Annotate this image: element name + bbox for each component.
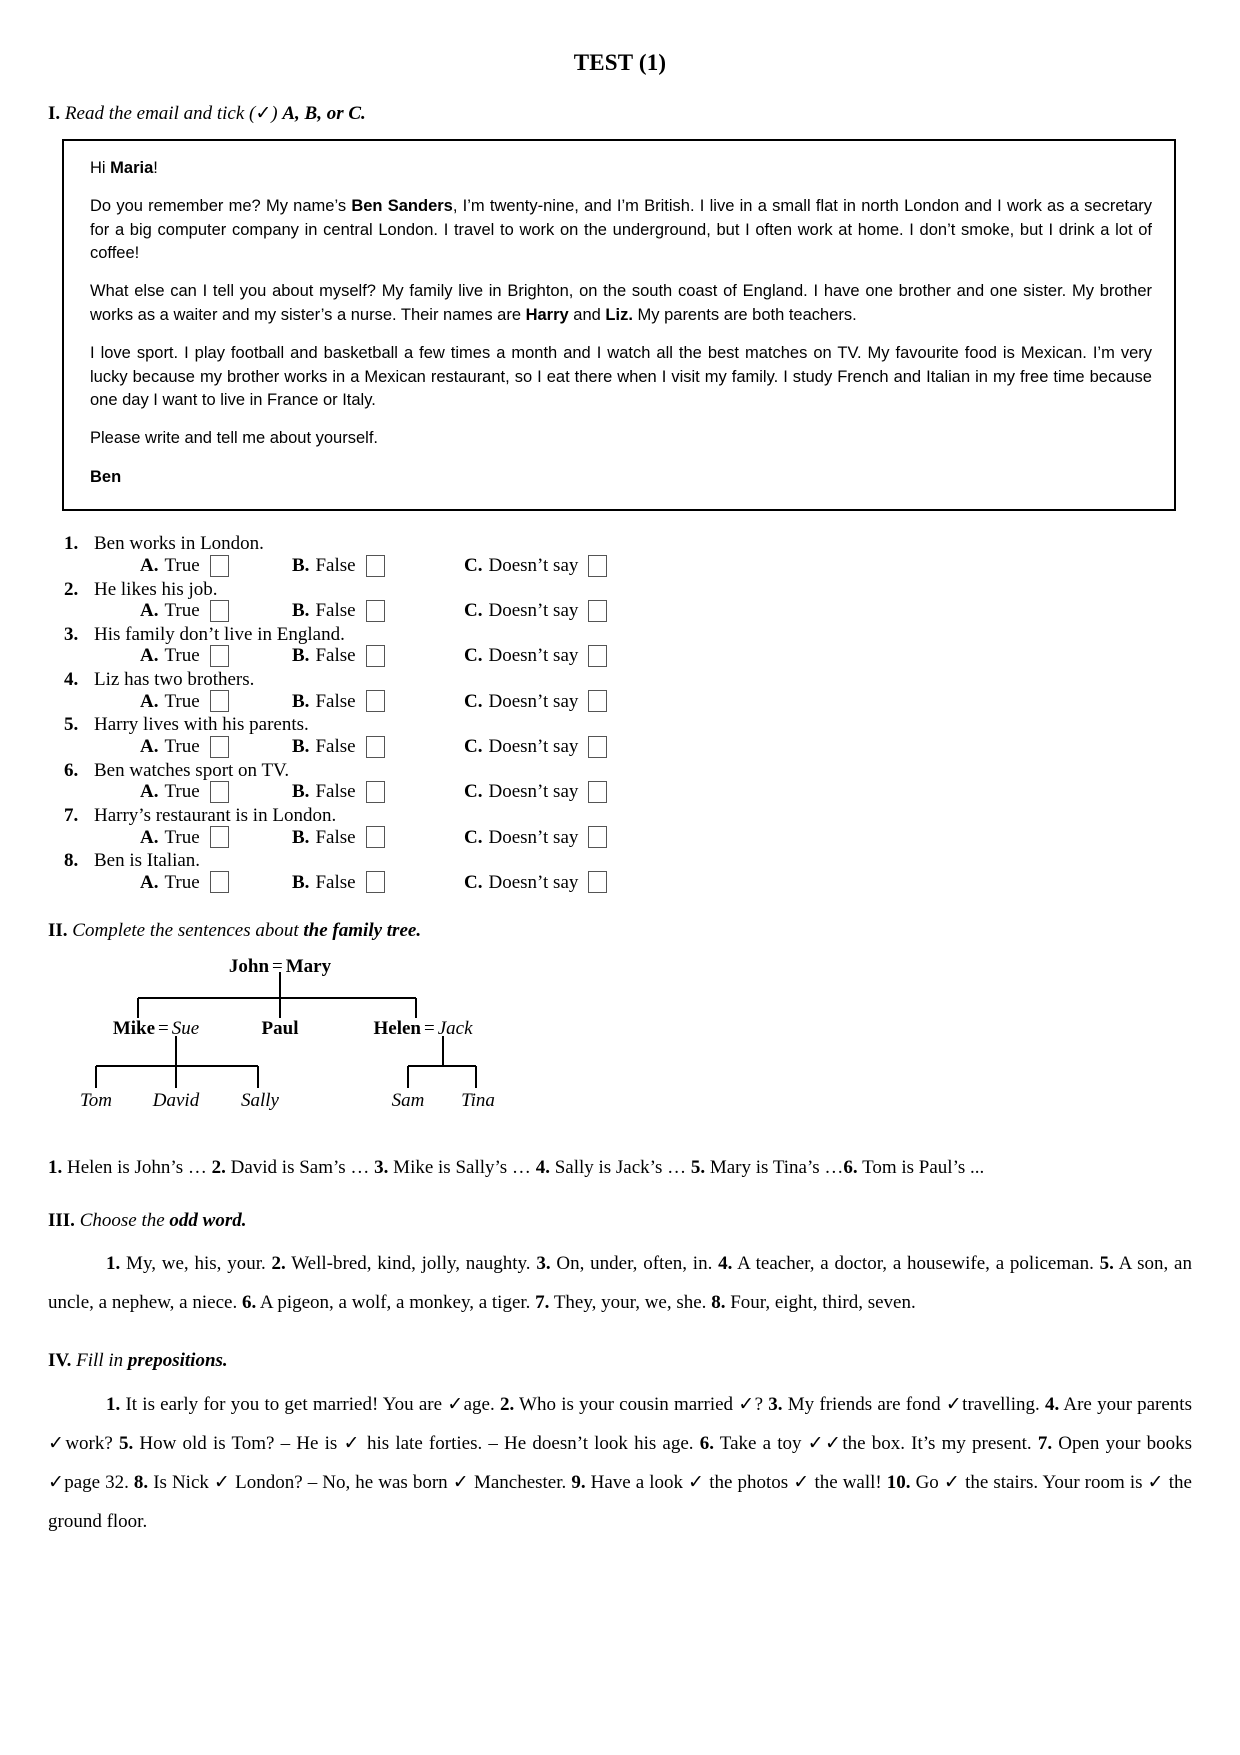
tree-sentence-text: Helen is John’s … <box>62 1157 212 1179</box>
tree-name-mike: Mike <box>112 1018 156 1040</box>
tree-node-sally: Sally <box>241 1090 279 1112</box>
option-b[interactable] <box>292 826 464 848</box>
tree-node-paul <box>262 1018 299 1040</box>
question-number: 3. <box>64 623 79 645</box>
option-a[interactable] <box>140 826 292 848</box>
section-1-instruction-bold: A, B, or C. <box>282 103 366 124</box>
tree-marriage-symbol: = <box>272 956 283 978</box>
section-1-instruction-pre: Read the email and tick ( <box>64 103 256 124</box>
question-number: 6. <box>64 759 79 781</box>
option-b[interactable] <box>292 736 464 758</box>
tree-sentence-number: 4. <box>535 1157 550 1179</box>
question-text: Harry’s restaurant is in London. <box>94 804 337 826</box>
preposition-number: 8. <box>133 1471 149 1493</box>
option-c-letter: C. <box>464 554 483 576</box>
email-paragraph-4: Please write and tell me about yourself. <box>90 429 378 448</box>
tree-node-david: David <box>152 1090 200 1112</box>
odd-word-number: 5. <box>1099 1253 1114 1275</box>
preposition-text: Have a look ✓ the photos ✓ the wall! <box>585 1471 887 1493</box>
section-3-instruction: Choose the <box>79 1209 170 1231</box>
question-number: 7. <box>64 804 79 826</box>
preposition-number: 5. <box>119 1432 134 1454</box>
odd-word-text: A son, an uncle, a nephew, a niece. <box>48 1253 1192 1314</box>
question-number: 5. <box>64 714 79 736</box>
question-row <box>48 714 1192 735</box>
preposition-text: Open your books ✓page 32. <box>48 1432 1192 1493</box>
email-p2-part-a: What else can I tell you about myself? My family live in Brighton, on the south coast of England. I have one brother and one sister. My brother works as a waiter and my sister’s a nurse. Their names are <box>90 282 1152 324</box>
option-c-letter: C. <box>464 645 483 667</box>
option-a-label: True <box>164 645 200 667</box>
preposition-number: 6. <box>699 1432 714 1454</box>
question-text: His family don’t live in England. <box>94 623 345 645</box>
tree-sentence-number: 2. <box>211 1157 226 1179</box>
option-a[interactable] <box>140 690 292 712</box>
question-text: Harry lives with his parents. <box>94 714 309 736</box>
tree-name-paul: Paul <box>261 1018 299 1040</box>
option-c-letter: C. <box>464 826 483 848</box>
option-c-label: Doesn’t say <box>488 554 579 576</box>
preposition-text: Go ✓ the stairs. Your room is ✓ the ground floor. <box>48 1471 1192 1532</box>
odd-word-text: Four, eight, third, seven. <box>725 1292 916 1314</box>
option-a-letter: A. <box>140 690 159 712</box>
questions-list <box>48 533 1192 893</box>
question-row <box>48 850 1192 871</box>
option-a-letter: A. <box>140 554 159 576</box>
preposition-text: Is Nick ✓ London? – No, he was born ✓ Manchester. <box>148 1471 572 1493</box>
option-c-checkbox[interactable] <box>588 736 607 758</box>
option-b-label: False <box>315 736 356 758</box>
option-b-label: False <box>315 826 356 848</box>
option-a-label: True <box>164 826 200 848</box>
question-row <box>48 624 1192 645</box>
tree-name-sue: Sue <box>171 1018 200 1040</box>
preposition-number: 9. <box>571 1471 586 1493</box>
tree-name-helen: Helen <box>373 1018 421 1040</box>
question-options <box>48 600 1192 622</box>
option-a-checkbox[interactable] <box>210 826 229 848</box>
option-b-letter: B. <box>292 736 310 758</box>
preposition-text: Who is your cousin married ✓? <box>514 1393 769 1415</box>
question-row <box>48 579 1192 600</box>
option-b[interactable] <box>292 781 464 803</box>
email-p2-part-b: My parents are both teachers. <box>632 305 857 324</box>
email-recipient-name: Maria <box>110 158 154 177</box>
section-3-numeral: III. <box>48 1209 75 1231</box>
option-c-checkbox[interactable] <box>588 600 607 622</box>
section-2-heading <box>48 919 1192 944</box>
tree-marriage-symbol: = <box>423 1018 435 1040</box>
question-row <box>48 533 1192 554</box>
option-a[interactable] <box>140 781 292 803</box>
option-a-label: True <box>164 600 200 622</box>
option-c-letter: C. <box>464 736 483 758</box>
option-b-label: False <box>315 600 356 622</box>
option-c-label: Doesn’t say <box>488 826 579 848</box>
option-c[interactable] <box>464 600 664 622</box>
odd-word-number: 1. <box>106 1253 121 1275</box>
question-row <box>48 760 1192 781</box>
family-tree-diagram <box>48 956 1192 1146</box>
option-c-letter: C. <box>464 600 483 622</box>
tree-sentence-text: Sally is Jack’s … <box>549 1157 691 1179</box>
odd-word-number: 7. <box>535 1292 550 1314</box>
question-text: Ben works in London. <box>94 533 264 555</box>
option-c-checkbox[interactable] <box>588 781 607 803</box>
question-options <box>48 645 1192 667</box>
email-passage-box <box>62 139 1176 512</box>
option-a-letter: A. <box>140 736 159 758</box>
tree-name-jack: Jack <box>437 1018 473 1040</box>
option-b-checkbox[interactable] <box>366 645 385 667</box>
option-a[interactable] <box>140 555 292 577</box>
option-a[interactable] <box>140 736 292 758</box>
option-c-checkbox[interactable] <box>588 645 607 667</box>
preposition-number: 7. <box>1037 1432 1053 1454</box>
preposition-text: It is early for you to get married! You are ✓age. <box>120 1393 500 1415</box>
section-2-instruction-bold: the family tree. <box>303 920 422 942</box>
option-c[interactable] <box>464 690 664 712</box>
tree-sentence-text: Mary is Tina’s … <box>705 1157 844 1179</box>
option-a-letter: A. <box>140 645 159 667</box>
option-a-checkbox[interactable] <box>210 645 229 667</box>
tree-node-sam: Sam <box>391 1090 425 1112</box>
odd-word-text: A teacher, a doctor, a housewife, a policeman. <box>732 1253 1100 1275</box>
option-a-label: True <box>164 781 200 803</box>
tree-sentence-text: Mike is Sally’s … <box>388 1157 536 1179</box>
option-c-label: Doesn’t say <box>488 645 579 667</box>
tree-sentence-text: Tom is Paul’s ... <box>857 1157 985 1179</box>
option-a[interactable] <box>140 645 292 667</box>
email-signature: Ben <box>90 467 122 486</box>
option-c[interactable] <box>464 645 664 667</box>
option-a-label: True <box>164 871 200 893</box>
odd-word-text: My, we, his, your. <box>120 1253 272 1275</box>
option-c-label: Doesn’t say <box>488 736 579 758</box>
email-paragraph-3: I love sport. I play football and basketball a few times a month and I watch all the best matches on TV. My favourite food is Mexican. I’m very lucky because my brother works in a Mexican restaurant, so I eat there when I visit my family. I study French and Italian in my free time because one day I want to live in France or Italy. <box>90 344 1152 410</box>
tree-node-helen-jack <box>373 1018 472 1040</box>
email-p1-part-b: , I’m twenty-nine, and I’m British. I live in a small flat in north London and I work as a secretary for a big computer company in central London. I travel to work on the underground, but I often work at home. I don’t smoke, but I drink a lot of coffee! <box>90 197 1152 262</box>
question-options <box>48 555 1192 577</box>
option-a-letter: A. <box>140 781 159 803</box>
odd-word-exercise <box>48 1245 1192 1323</box>
question-number: 1. <box>64 533 79 555</box>
option-a[interactable] <box>140 871 292 893</box>
tree-name-john: John <box>228 956 270 978</box>
email-p2-mid: and <box>568 305 606 324</box>
option-b-letter: B. <box>292 554 310 576</box>
odd-word-number: 4. <box>718 1253 733 1275</box>
preposition-number: 3. <box>768 1393 783 1415</box>
question-options <box>48 871 1192 893</box>
option-b-checkbox[interactable] <box>366 736 385 758</box>
option-b-label: False <box>315 871 356 893</box>
option-b-checkbox[interactable] <box>366 600 385 622</box>
option-b[interactable] <box>292 645 464 667</box>
tree-marriage-symbol: = <box>158 1018 169 1040</box>
question-number: 8. <box>64 850 79 872</box>
preposition-number: 4. <box>1044 1393 1060 1415</box>
section-1-heading <box>48 102 1192 127</box>
preposition-number: 10. <box>886 1471 911 1493</box>
email-greeting <box>90 157 1152 180</box>
tree-sentence-text: David is Sam’s … <box>225 1157 375 1179</box>
check-icon: ✓ <box>255 103 272 124</box>
email-sender-name: Ben Sanders <box>351 197 453 216</box>
option-b-checkbox[interactable] <box>366 690 385 712</box>
option-a-checkbox[interactable] <box>210 555 229 577</box>
question-row <box>48 805 1192 826</box>
option-b-letter: B. <box>292 781 310 803</box>
section-1-numeral: I. <box>48 103 61 124</box>
section-2-instruction: Complete the sentences about <box>72 920 304 942</box>
option-c[interactable] <box>464 826 664 848</box>
tree-node-tina: Tina <box>461 1090 495 1112</box>
page-title: TEST (1) <box>573 50 667 75</box>
question-number: 2. <box>64 578 79 600</box>
section-4-heading <box>48 1349 1192 1374</box>
tree-sentence-number: 5. <box>690 1157 706 1179</box>
email-brother-name: Harry <box>525 305 569 324</box>
option-a-checkbox[interactable] <box>210 690 229 712</box>
option-a-label: True <box>164 690 200 712</box>
section-4-instruction: Fill in <box>76 1350 128 1372</box>
prepositions-exercise <box>48 1386 1192 1542</box>
question-text: Ben is Italian. <box>94 850 201 872</box>
email-paragraph-2 <box>90 280 1152 327</box>
tree-node-john-mary <box>229 956 331 978</box>
option-c-letter: C. <box>464 871 483 893</box>
section-4-numeral: IV. <box>48 1350 72 1372</box>
option-b-checkbox[interactable] <box>366 826 385 848</box>
option-b[interactable] <box>292 600 464 622</box>
question-options <box>48 781 1192 803</box>
question-row <box>48 669 1192 690</box>
preposition-text: My friends are fond ✓travelling. <box>782 1393 1045 1415</box>
option-c-letter: C. <box>464 690 483 712</box>
option-a-checkbox[interactable] <box>210 736 229 758</box>
tree-sentence-number: 6. <box>843 1157 858 1179</box>
family-tree-lines <box>48 956 648 1146</box>
question-options <box>48 826 1192 848</box>
option-c-checkbox[interactable] <box>588 826 607 848</box>
option-c-checkbox[interactable] <box>588 690 607 712</box>
option-b-checkbox[interactable] <box>366 781 385 803</box>
preposition-number: 1. <box>106 1393 121 1415</box>
option-b-letter: B. <box>292 600 310 622</box>
option-b[interactable] <box>292 555 464 577</box>
odd-word-number: 2. <box>271 1253 286 1275</box>
email-greeting-post: ! <box>153 158 158 177</box>
option-c-checkbox[interactable] <box>588 555 607 577</box>
option-b[interactable] <box>292 871 464 893</box>
option-b-label: False <box>315 645 356 667</box>
option-a-letter: A. <box>140 871 159 893</box>
option-b-letter: B. <box>292 645 310 667</box>
odd-word-text: On, under, often, in. <box>550 1253 719 1275</box>
option-a-letter: A. <box>140 826 159 848</box>
email-p1-part-a: Do you remember me? My name’s <box>90 197 352 216</box>
question-options <box>48 736 1192 758</box>
tree-node-tom: Tom <box>79 1090 113 1112</box>
preposition-text: Take a toy ✓✓the box. It’s my present. <box>713 1432 1038 1454</box>
section-1-instruction-post: ) <box>271 103 278 124</box>
option-b[interactable] <box>292 690 464 712</box>
option-a-checkbox[interactable] <box>210 600 229 622</box>
option-b-label: False <box>315 781 356 803</box>
option-a-label: True <box>164 554 200 576</box>
question-options <box>48 690 1192 712</box>
option-c-label: Doesn’t say <box>488 781 579 803</box>
option-c[interactable] <box>464 736 664 758</box>
email-greeting-pre: Hi <box>90 158 111 177</box>
option-a[interactable] <box>140 600 292 622</box>
option-c-label: Doesn’t say <box>488 690 579 712</box>
section-3-instruction-bold: odd word. <box>169 1209 247 1231</box>
tree-name-mary: Mary <box>285 956 332 978</box>
odd-word-text: A pigeon, a wolf, a monkey, a tiger. <box>256 1292 536 1314</box>
option-a-checkbox[interactable] <box>210 871 229 893</box>
family-tree-sentences <box>48 1154 1192 1183</box>
section-2-numeral: II. <box>48 920 68 942</box>
question-number: 4. <box>64 669 79 691</box>
preposition-number: 2. <box>499 1393 515 1415</box>
odd-word-number: 3. <box>536 1253 551 1275</box>
option-c[interactable] <box>464 555 664 577</box>
email-paragraph-1 <box>90 195 1152 265</box>
option-c[interactable] <box>464 871 664 893</box>
tree-sentence-number: 1. <box>48 1157 63 1179</box>
option-c-label: Doesn’t say <box>488 871 579 893</box>
question-text: Liz has two brothers. <box>94 669 255 691</box>
odd-word-number: 8. <box>711 1292 726 1314</box>
option-b-label: False <box>315 690 356 712</box>
option-b-checkbox[interactable] <box>366 871 385 893</box>
section-4-instruction-bold: prepositions. <box>127 1350 228 1372</box>
tree-sentence-number: 3. <box>374 1157 389 1179</box>
question-text: He likes his job. <box>94 578 218 600</box>
option-a-label: True <box>164 736 200 758</box>
preposition-text: How old is Tom? – He is ✓ his late forties. – He doesn’t look his age. <box>133 1432 700 1454</box>
option-b-letter: B. <box>292 871 310 893</box>
preposition-text: Are your parents ✓work? <box>48 1393 1192 1454</box>
tree-node-mike-sue <box>113 1018 199 1040</box>
option-b-checkbox[interactable] <box>366 555 385 577</box>
option-a-checkbox[interactable] <box>210 781 229 803</box>
option-a-letter: A. <box>140 600 159 622</box>
option-b-letter: B. <box>292 690 310 712</box>
odd-word-number: 6. <box>241 1292 257 1314</box>
odd-word-text: Well-bred, kind, jolly, naughty. <box>285 1253 537 1275</box>
option-c-label: Doesn’t say <box>488 600 579 622</box>
option-c-letter: C. <box>464 781 483 803</box>
email-sister-name: Liz. <box>605 305 633 324</box>
option-b-letter: B. <box>292 826 310 848</box>
option-c[interactable] <box>464 781 664 803</box>
question-text: Ben watches sport on TV. <box>94 759 290 781</box>
section-3-heading <box>48 1209 1192 1234</box>
option-b-label: False <box>315 554 356 576</box>
odd-word-text: They, your, we, she. <box>549 1292 712 1314</box>
option-c-checkbox[interactable] <box>588 871 607 893</box>
